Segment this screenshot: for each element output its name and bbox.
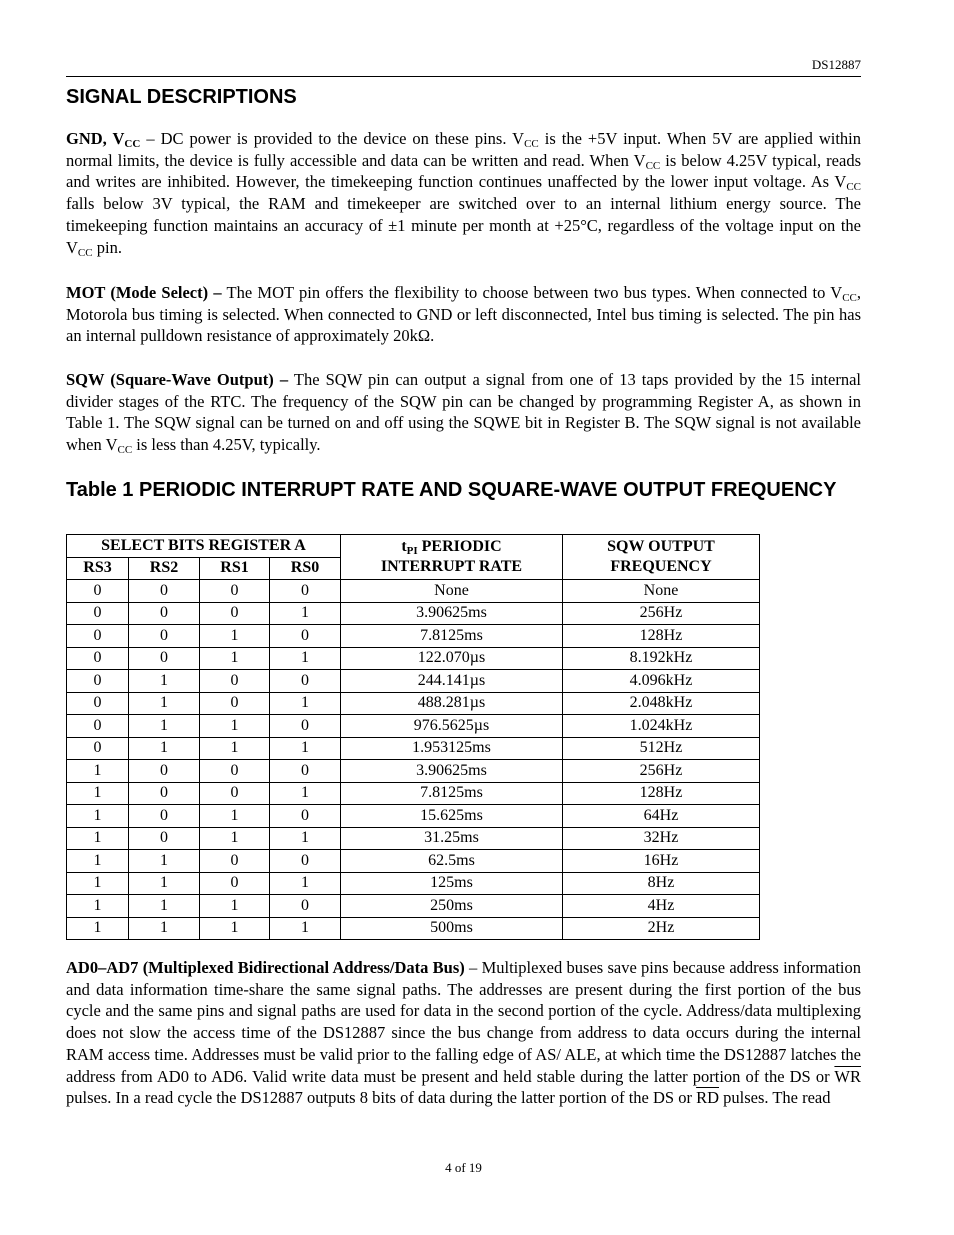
table-row (67, 895, 760, 918)
table-cell: 7.8125ms (341, 625, 563, 648)
table-cell: 16Hz (563, 850, 760, 873)
table-cell: 244.141µs (341, 670, 563, 693)
table-cell: 1 (270, 782, 341, 805)
gnd-label: GND, $V_{CC}$ (66, 129, 141, 150)
table-cell: None (563, 580, 760, 603)
table-cell: 3.90625ms (341, 602, 563, 625)
table-cell: 0 (200, 692, 270, 715)
table-cell: 512Hz (563, 737, 760, 760)
table-cell: 256Hz (563, 760, 760, 783)
table-cell: 500ms (341, 917, 563, 940)
table-cell: 1 (129, 850, 200, 873)
table-row (67, 670, 760, 693)
table-cell: 0 (200, 602, 270, 625)
table-cell: 1 (270, 737, 341, 760)
table-row (67, 760, 760, 783)
table-cell: 1 (129, 715, 200, 738)
table-cell: 0 (67, 625, 129, 648)
table-cell: 1 (270, 827, 341, 850)
table-cell: 4Hz (563, 895, 760, 918)
table-cell: 1 (200, 917, 270, 940)
table-cell: 128Hz (563, 625, 760, 648)
rs0-header: RS0 (270, 557, 341, 580)
table-cell: 1 (270, 872, 341, 895)
table-cell: 128Hz (563, 782, 760, 805)
tpi-header: $t_{PI}$ PERIODIC INTERRUPT RATE (341, 535, 563, 580)
table-cell: 0 (129, 580, 200, 603)
table-cell: 0 (270, 760, 341, 783)
table-cell: 0 (67, 602, 129, 625)
table-cell: 0 (270, 895, 341, 918)
table-cell: 976.5625µs (341, 715, 563, 738)
table-cell: 1 (200, 827, 270, 850)
sqw-label: SQW (Square-Wave Output) – (66, 370, 289, 389)
table-cell: 1 (129, 670, 200, 693)
table-cell: 0 (67, 737, 129, 760)
table-cell: 250ms (341, 895, 563, 918)
table-cell: 1 (129, 895, 200, 918)
table-row (67, 580, 760, 603)
table-cell: 0 (67, 692, 129, 715)
table-cell: 0 (129, 782, 200, 805)
table-cell: 0 (129, 827, 200, 850)
rs3-header: RS3 (67, 557, 129, 580)
mot-label: MOT (Mode Select) – (66, 283, 222, 302)
table-cell: 1 (200, 737, 270, 760)
table-cell: 1 (200, 895, 270, 918)
table-cell: 0 (129, 625, 200, 648)
table-cell: 32Hz (563, 827, 760, 850)
table-cell: 1 (270, 602, 341, 625)
table-cell: 1 (67, 917, 129, 940)
table-cell: 4.096kHz (563, 670, 760, 693)
table-cell: 0 (200, 760, 270, 783)
table-cell: 1 (270, 647, 341, 670)
table-cell: 0 (129, 602, 200, 625)
table-row (67, 737, 760, 760)
table-cell: 1 (270, 692, 341, 715)
table-row (67, 782, 760, 805)
table-cell: 1 (129, 872, 200, 895)
mot-paragraph: MOT (Mode Select) – The MOT pin offers the flexibility to choose between two bus types. When connected to $V_{CC}$, Motorola bus timing is selected. When connected to GND or left disconnected, Intel bus timing is selected. The pin has an internal pulldown resistance of approximately 20kΩ. (66, 283, 862, 346)
table-cell: None (341, 580, 563, 603)
gnd-vcc-paragraph: GND, $V_{CC}$ – DC power is provided to the device on these pins. $V_{CC}$ is the +5V input. When 5V are applied within normal limits, the device is fully accessible and data can be written and read. When $V_{CC}$ is below 4.25V typical, reads and writes are inhibited. However, the timekeeping function continues unaffected by the lower input voltage. As $V_{CC}$ falls below 3V typical, the RAM and timekeeper are switched over to an internal lithium energy source. The timekeeping function maintains an accuracy of ±1 minute per month at +25°C, regardless of the voltage input on the $V_{CC}$ pin. (66, 129, 861, 259)
table-cell: 0 (270, 805, 341, 828)
table-cell: 1 (67, 872, 129, 895)
table-row (67, 715, 760, 738)
header-rule (66, 76, 861, 77)
table-cell: 62.5ms (341, 850, 563, 873)
select-bits-header: SELECT BITS REGISTER A (67, 535, 341, 558)
sqw-paragraph: SQW (Square-Wave Output) – The SQW pin can output a signal from one of 13 taps provided by the 15 internal divider stages of the RTC. The frequency of the SQW pin can be changed by programming Register A, as shown in Table 1. The SQW signal can be turned on and off using the SQWE bit in Register B. The SQW signal is not available when $V_{CC}$ is less than 4.25V, typically. (66, 370, 861, 457)
table-cell: 8Hz (563, 872, 760, 895)
rd-signal: $\overline{RD}$ (696, 1088, 719, 1108)
table-cell: 1 (67, 827, 129, 850)
table-row (67, 805, 760, 828)
table-cell: 0 (270, 715, 341, 738)
table-cell: 1 (129, 692, 200, 715)
table-cell: 0 (200, 670, 270, 693)
table-cell: 1 (67, 895, 129, 918)
ad-label: AD0–AD7 (Multiplexed Bidirectional Address/Data Bus) (66, 958, 465, 977)
table-cell: 1 (67, 782, 129, 805)
table-cell: 0 (129, 805, 200, 828)
table-cell: 488.281µs (341, 692, 563, 715)
table-cell: 64Hz (563, 805, 760, 828)
table-cell: 1 (200, 625, 270, 648)
table-cell: 0 (270, 580, 341, 603)
table-cell: 1 (270, 917, 341, 940)
ad-paragraph: AD0–AD7 (Multiplexed Bidirectional Address/Data Bus) – Multiplexed buses save pins because address information and data information time-share the same signal paths. The addresses are present during the first portion of the bus cycle and the same pins and signal paths are used for data in the second portion of the cycle. Address/data multiplexing does not slow the access time of the DS12887 since the bus change from address to data occurs during the internal RAM access time. Addresses must be valid prior to the falling edge of AS/ ALE, at which time the DS12887 latches the address from AD0 to AD6. Valid write data must be present and held stable during the latter portion of the DS or $\overline{WR}$ pulses. In a read cycle the DS12887 outputs 8 bits of data during the latter portion of the DS or $\overline{RD}$ pulses. The read (66, 958, 861, 1108)
rate-table-body (67, 580, 760, 940)
table-row (67, 872, 760, 895)
table-row (67, 850, 760, 873)
table-cell: 15.625ms (341, 805, 563, 828)
table-cell: 0 (200, 872, 270, 895)
table-cell: 0 (270, 850, 341, 873)
rs2-header: RS2 (129, 557, 200, 580)
table-row (67, 692, 760, 715)
table-cell: 1 (200, 647, 270, 670)
table-cell: 2Hz (563, 917, 760, 940)
table-row (67, 917, 760, 940)
table-cell: 2.048kHz (563, 692, 760, 715)
sqw-header: SQW OUTPUT FREQUENCY (563, 535, 760, 580)
table-cell: 256Hz (563, 602, 760, 625)
table-cell: 1 (67, 805, 129, 828)
table-title: Table 1 PERIODIC INTERRUPT RATE AND SQUARE-WAVE OUTPUT FREQUENCY (66, 479, 837, 501)
table-cell: 0 (200, 850, 270, 873)
table-cell: 31.25ms (341, 827, 563, 850)
table-cell: 122.070µs (341, 647, 563, 670)
table-cell: 8.192kHz (563, 647, 760, 670)
rate-table (66, 534, 760, 940)
table-cell: 0 (67, 580, 129, 603)
table-cell: 0 (270, 625, 341, 648)
page-number: 4 of 19 (445, 1160, 482, 1175)
table-cell: 1 (200, 715, 270, 738)
table-cell: 7.8125ms (341, 782, 563, 805)
table-cell: 3.90625ms (341, 760, 563, 783)
table-cell: 1.024kHz (563, 715, 760, 738)
rs1-header: RS1 (200, 557, 270, 580)
table-cell: 1 (129, 737, 200, 760)
table-cell: 0 (270, 670, 341, 693)
table-cell: 0 (200, 580, 270, 603)
table-row (67, 827, 760, 850)
table-cell: 0 (200, 782, 270, 805)
table-row (67, 625, 760, 648)
table-cell: 1 (67, 850, 129, 873)
table-cell: 0 (67, 647, 129, 670)
table-row (67, 602, 760, 625)
table-cell: 1.953125ms (341, 737, 563, 760)
table-cell: 0 (129, 647, 200, 670)
table-row (67, 647, 760, 670)
table-cell: 0 (129, 760, 200, 783)
table-cell: 0 (67, 670, 129, 693)
section-title: SIGNAL DESCRIPTIONS (66, 86, 297, 108)
table-cell: 0 (67, 715, 129, 738)
wr-signal: $\overline{WR}$ (834, 1066, 861, 1086)
table-cell: 1 (129, 917, 200, 940)
table-cell: 125ms (341, 872, 563, 895)
table-cell: 1 (67, 760, 129, 783)
doc-id: DS12887 (811, 57, 861, 72)
table-cell: 1 (200, 805, 270, 828)
